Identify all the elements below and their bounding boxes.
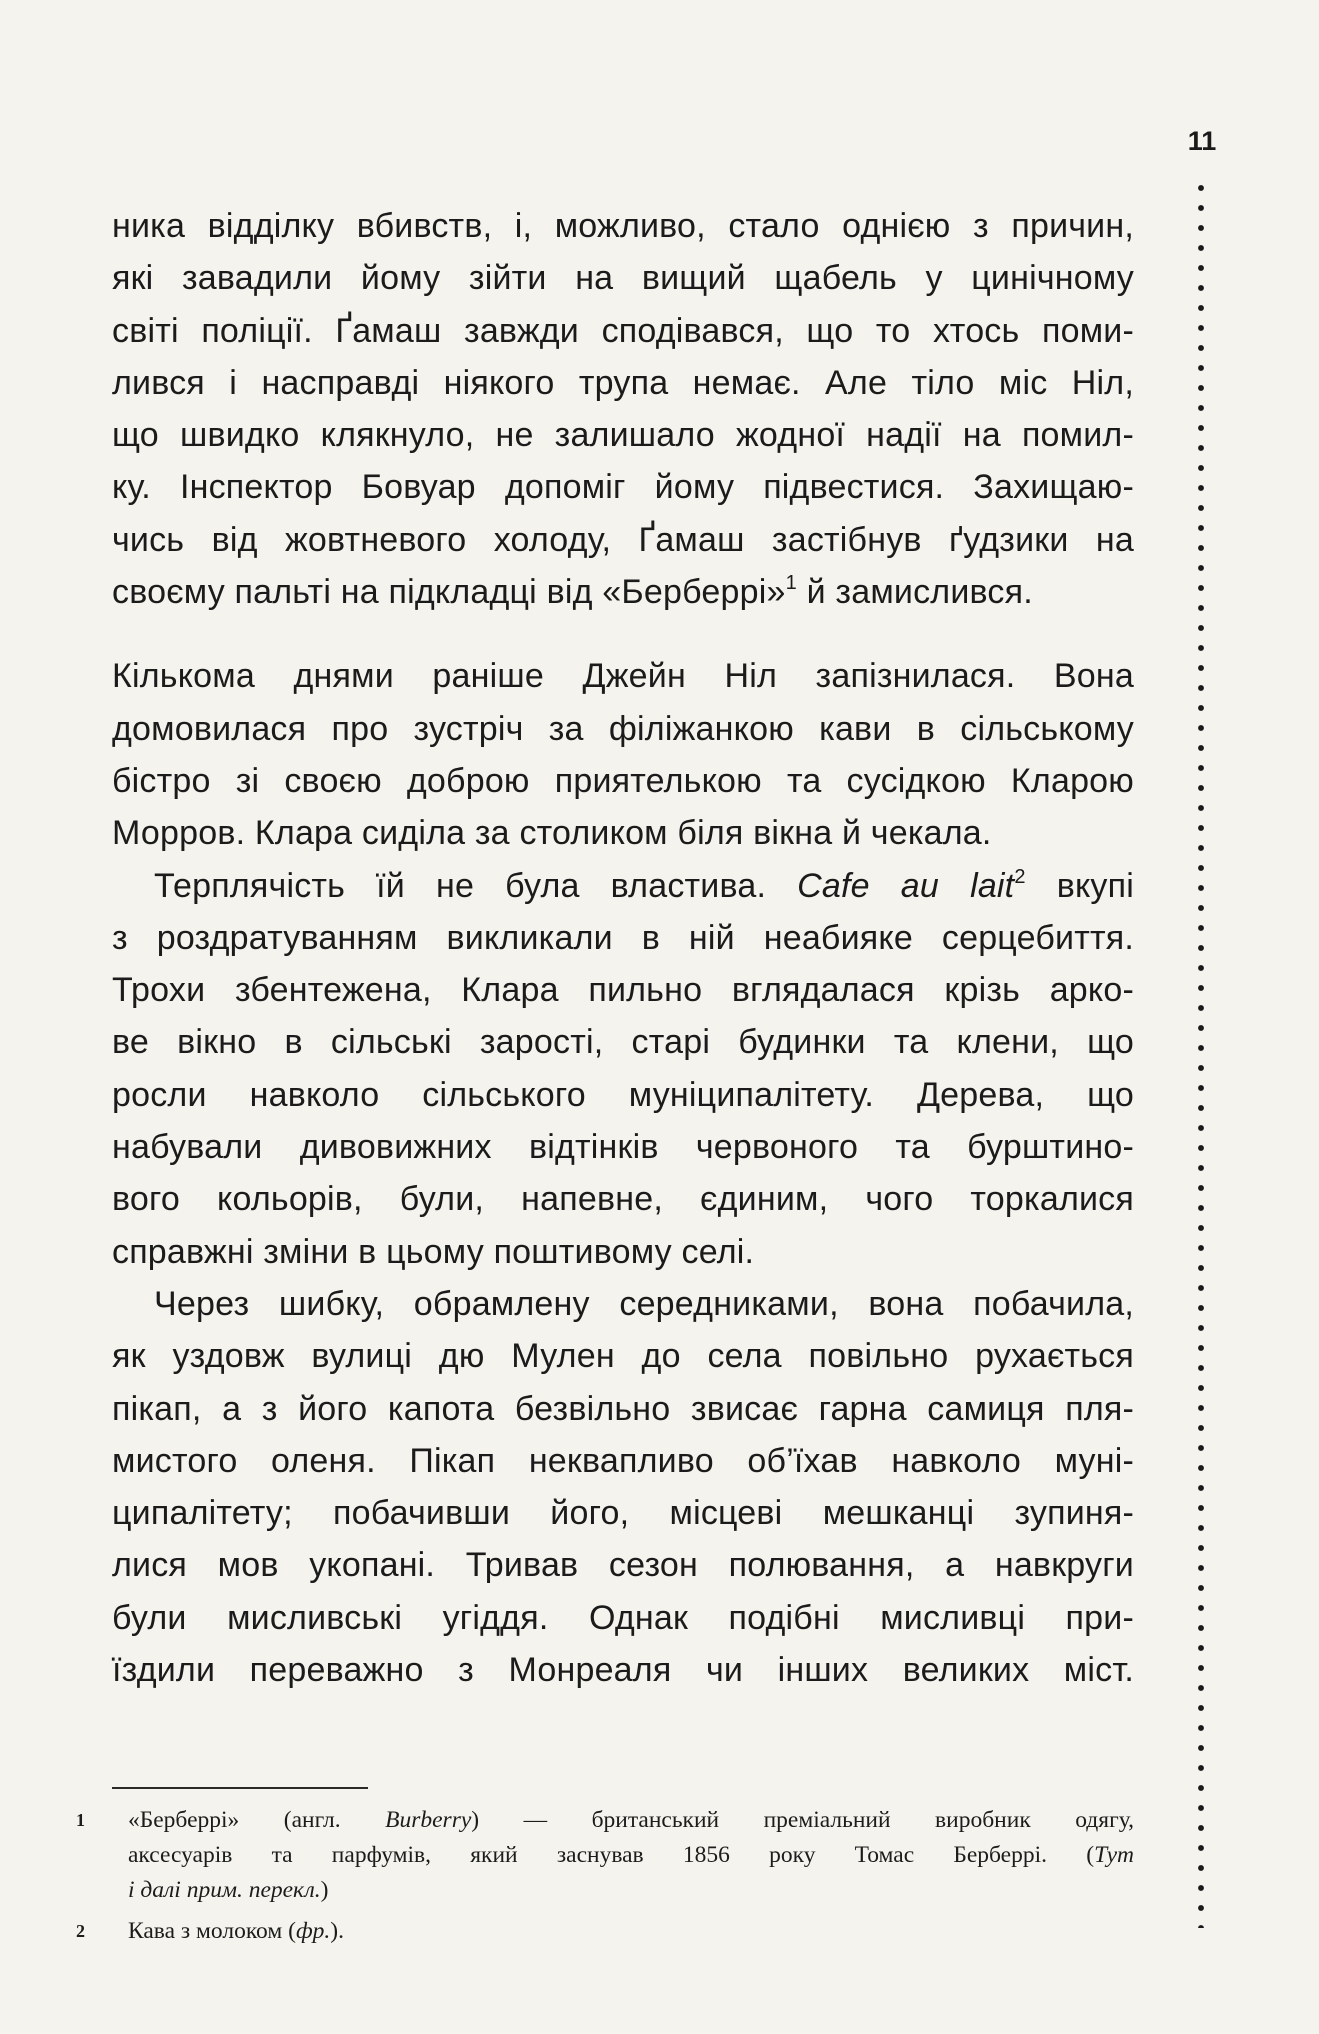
italic-phrase: Cafe au lait (797, 866, 1015, 905)
footnote-separator (112, 1787, 368, 1789)
italic-phrase: і далі прим. перекл. (128, 1877, 321, 1903)
text-line: набували дивовижних відтінків червоного та бурштино- (112, 1128, 1134, 1167)
text-line: що швидко клякнуло, не залишало жодної надії на помил- (112, 416, 1134, 455)
text-fragment: вкупі (1025, 866, 1134, 905)
text-fragment: «Берберрі» (англ. (128, 1807, 386, 1833)
text-line: були мисливські угіддя. Однак подібні мисливці при- (112, 1598, 1134, 1637)
footnote-line (128, 1914, 1134, 1949)
text-line: Через шибку, обрамлену середниками, вона побачила, (154, 1284, 1134, 1323)
text-line: росли навколо сільського муніципалітету. Дерева, що (112, 1075, 1134, 1114)
text-line: Трохи збентежена, Клара пильно вглядалася крізь арко- (112, 971, 1134, 1010)
text-line: чись від жовтневого холоду, Ґамаш застібнув ґудзики на (112, 520, 1134, 559)
text-fragment: аксесуарів та парфумів, який заснував 1856 року Томас Берберрі. ( (128, 1842, 1095, 1868)
italic-phrase: Burberry (385, 1807, 472, 1833)
text-line: бістро зі своєю доброю приятелькою та сусідкою Кларою (112, 761, 1134, 800)
footnote-ref-2: 2 (1014, 865, 1026, 888)
text-line: Морров. Клара сиділа за столиком біля вікна й чекала. (112, 814, 992, 853)
text-fragment: ). (330, 1918, 344, 1944)
text-line: лився і насправді ніякого трупа немає. Але тіло міс Ніл, (112, 363, 1134, 402)
dotted-margin-rule (1197, 178, 1205, 1928)
footnote-1 (76, 1803, 1134, 1908)
italic-phrase: фр. (295, 1918, 331, 1944)
footnote-2 (76, 1914, 1134, 1949)
text-line: як уздовж вулиці дю Мулен до села повільно рухається (112, 1337, 1134, 1376)
italic-phrase: Тут (1094, 1842, 1134, 1868)
text-line: з роздратуванням викликали в ній неабияке серцебиття. (112, 918, 1134, 957)
text-line: ника відділку вбивств, і, можливо, стало однією з причин, (112, 207, 1134, 245)
text-line: лися мов укопані. Тривав сезон полювання, а навкруги (112, 1546, 1134, 1585)
text-line (112, 566, 1134, 618)
footnote-ref-1: 1 (785, 572, 797, 595)
text-line: світі поліції. Ґамаш завжди сподівався, що то хтось поми- (112, 311, 1134, 350)
text-line: ципалітету; побачивши його, місцеві мешканці зупиня- (112, 1494, 1134, 1533)
text-fragment: й замислився. (796, 573, 1033, 612)
text-fragment: ) — британський преміальний виробник одягу, (471, 1807, 1134, 1833)
text-line: які завадили йому зійти на вищий щабель у цинічному (112, 259, 1134, 298)
section-break (112, 618, 1134, 650)
text-line: Кількома днями раніше Джейн Ніл запізнилася. Вона (112, 657, 1134, 696)
text-line: мистого оленя. Пікап неквапливо об’їхав навколо муні- (112, 1441, 1134, 1480)
text-line: домовилася про зустріч за філіжанкою кави в сільському (112, 709, 1134, 748)
page-number: 11 (1187, 126, 1217, 156)
footnote-line (128, 1838, 1134, 1873)
footnote-line (128, 1873, 1134, 1908)
text-line: справжні зміни в цьому поштивому селі. (112, 1232, 755, 1271)
text-line: ку. Інспектор Бовуар допоміг йому підвестися. Захищаю- (112, 468, 1134, 507)
text-fragment: ) (320, 1877, 329, 1903)
text-line: їздили переважно з Монреаля чи інших великих міст. (112, 1651, 1134, 1690)
footnote-line (128, 1803, 1134, 1838)
text-fragment: своєму пальті на підкладці від «Берберрі» (112, 573, 786, 612)
text-line: вого кольорів, були, напевне, єдиним, чого торкалися (112, 1180, 1134, 1219)
footnote-number: 1 (76, 1810, 85, 1830)
footnotes (76, 1803, 1134, 1955)
text-fragment: Терплячість їй не була властива. (154, 866, 798, 905)
footnote-number: 2 (76, 1921, 85, 1941)
text-line (112, 860, 1134, 912)
text-line: пікап, а з його капота безвільно звисає гарна самиця пля- (112, 1389, 1134, 1428)
body-text (112, 200, 1134, 1696)
text-line: ве вікно в сільські зарості, старі будинки та клени, що (112, 1023, 1134, 1062)
text-fragment: Кава з молоком ( (128, 1918, 296, 1944)
